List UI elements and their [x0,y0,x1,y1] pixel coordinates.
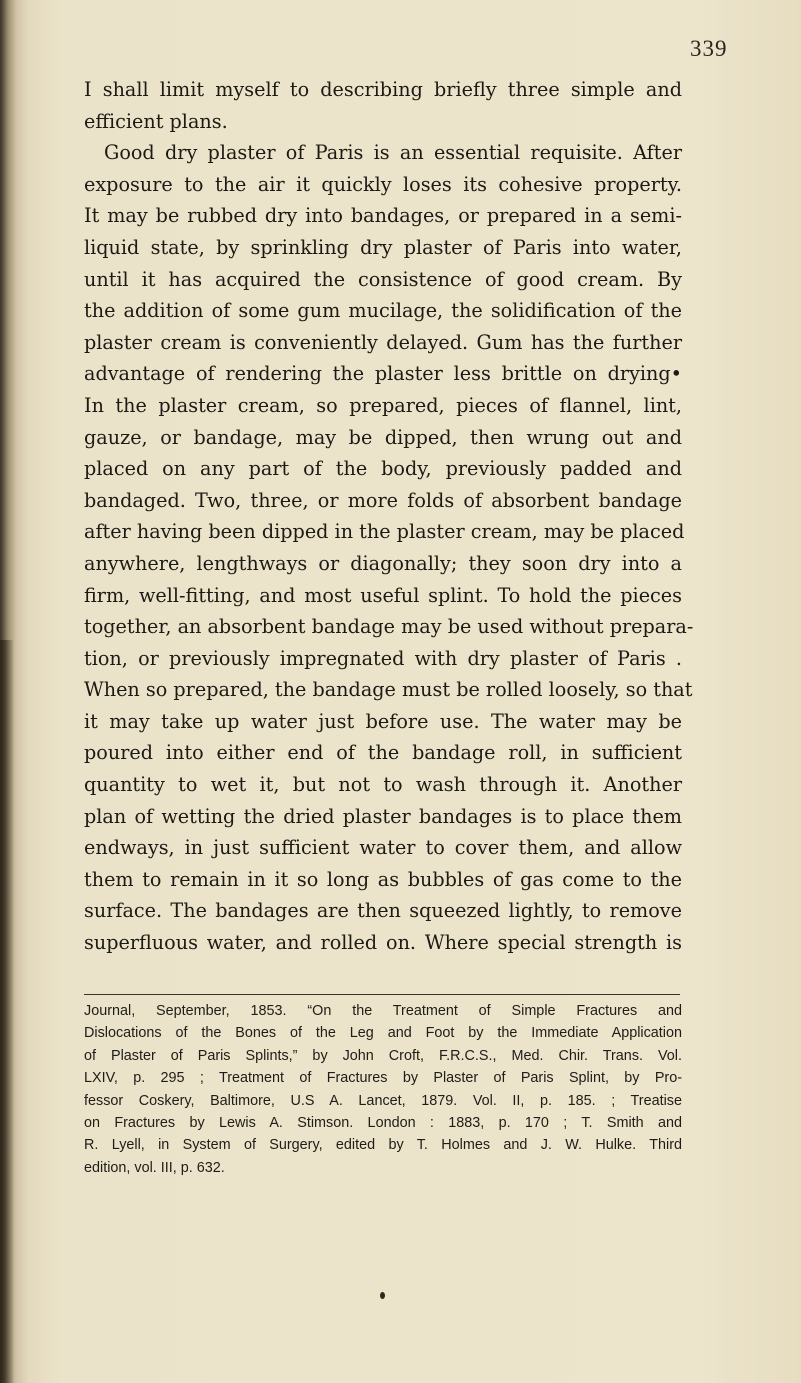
body-text [84,74,694,959]
footnote-line: on Fractures by Lewis A. Stimson. London : 1883, p. 170 ; T. Smith and [84,1114,682,1131]
body-line: liquid state, by sprinkling dry plaster of Paris into water, [84,235,682,259]
body-line: it may take up water just before use. The water may be [84,709,682,733]
body-line: I shall limit myself to describing briefly three simple and [84,78,682,101]
body-line: firm, well-fitting, and most useful splint. To hold the pieces [84,583,682,607]
body-line: until it has acquired the consistence of good cream. By [84,267,682,291]
body-line: In the plaster cream, so prepared, pieces of flannel, lint, [84,393,682,417]
body-line: placed on any part of the body, previously padded and [84,457,682,481]
body-line: tion, or previously impregnated with dry plaster of Paris . [84,646,682,670]
body-line: When so prepared, the bandage must be rolled loosely, so that [84,678,693,702]
footnote-line: edition, vol. III, p. 632. [84,1159,225,1176]
footnote-line: Dislocations of the Bones of the Leg and Foot by the Immediate Application [84,1025,682,1042]
body-line: after having been dipped in the plaster cream, may be placed [84,520,685,544]
footnote-line: Journal, September, 1853. “On the Treatment of Simple Fractures and [84,1003,682,1019]
footnote-line: fessor Coskery, Baltimore, U.S A. Lancet, 1879. Vol. II, p. 185. ; Treatise [84,1092,682,1109]
body-line: plan of wetting the dried plaster bandages is to place them [84,804,682,828]
body-line: surface. The bandages are then squeezed lightly, to remove [84,899,682,923]
body-line: plaster cream is conveniently delayed. Gum has the further [84,330,682,354]
body-line: endways, in just sufficient water to cover them, and allow [84,836,682,860]
ink-dot [380,1292,385,1299]
footnote-line: R. Lyell, in System of Surgery, edited by T. Holmes and J. W. Hulke. Third [84,1137,682,1154]
body-line: advantage of rendering the plaster less brittle on drying• [84,362,682,386]
gutter-shadow [0,640,14,1383]
body-line: efficient plans. [84,109,228,133]
footnote-rule [84,994,680,995]
body-line: them to remain in it so long as bubbles of gas come to the [84,867,682,891]
body-line: together, an absorbent bandage may be used without prepara- [84,615,694,639]
body-line: anywhere, lengthways or diagonally; they soon dry into a [84,551,682,575]
body-line: gauze, or bandage, may be dipped, then wrung out and [84,425,682,449]
body-line: the addition of some gum mucilage, the solidification of the [84,299,682,323]
body-line: exposure to the air it quickly loses its cohesive property. [84,172,682,196]
page-number: 339 [690,36,728,61]
footnote-line: LXIV, p. 295 ; Treatment of Fractures by Plaster of Paris Splint, by Pro- [84,1070,682,1087]
body-line: It may be rubbed dry into bandages, or prepared in a semi- [84,204,682,228]
footnote-line: of Plaster of Paris Splints,” by John Croft, F.R.C.S., Med. Chir. Trans. Vol. [84,1047,682,1064]
footnote [84,1000,682,1179]
body-line: quantity to wet it, but not to wash through it. Another [84,773,682,797]
body-line: poured into either end of the bandage roll, in sufficient [84,741,682,765]
body-line: superfluous water, and rolled on. Where special strength is [84,931,682,955]
body-line: bandaged. Two, three, or more folds of absorbent bandage [84,488,682,512]
body-line: Good dry plaster of Paris is an essential requisite. After [104,141,682,165]
